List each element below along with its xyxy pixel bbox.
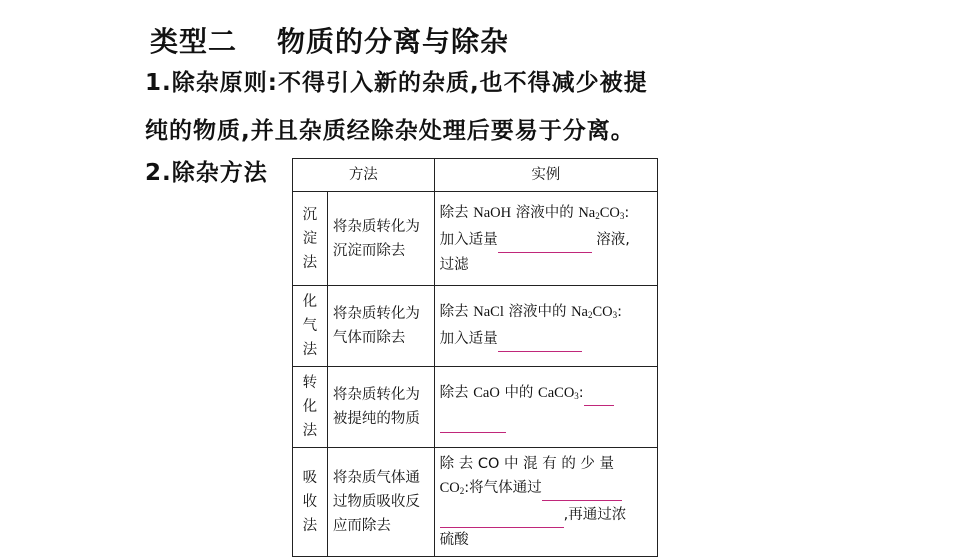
table-row [293,286,658,367]
section-title-number: 类型二 [150,25,238,58]
principle-line-2: 纯的物质,并且杂质经除杂处理后要易于分离。 [145,118,635,144]
method-example: 除去 NaOH 溶液中的 $Na_2CO_3$: 加入适量 溶液, 过滤 [434,192,657,286]
answer-blank[interactable] [498,228,592,253]
answer-blank[interactable] [542,476,622,501]
method-description: 将杂质气体通过物质吸收反应而除去 [327,448,434,557]
principle-line-1: 1.除杂原则:不得引入新的杂质,也不得减少被提 [145,70,648,96]
table-row [293,448,658,557]
method-description: 将杂质转化为沉淀而除去 [327,192,434,286]
method-example: 除 去 CO 中 混 有 的 少 量 $CO_2$:将气体通过 ,再通过浓 硫酸 [434,448,657,557]
method-example: 除去 CaO 中的 CaCO$_3$: [434,367,657,448]
method-description: 将杂质转化为气体而除去 [327,286,434,367]
methods-table [292,158,658,557]
methods-heading: 2.除杂方法 [145,160,268,186]
table-row [293,192,658,286]
answer-blank[interactable] [498,327,582,352]
table-row [293,367,658,448]
table-header-row [293,159,658,192]
method-description: 将杂质转化为被提纯的物质 [327,367,434,448]
header-example: 实例 [434,159,657,192]
answer-blank[interactable] [584,381,614,406]
section-title [150,20,509,60]
method-example: 除去 NaCl 溶液中的 $Na_2CO_3$: 加入适量 [434,286,657,367]
header-method: 方法 [293,159,435,192]
answer-blank[interactable] [440,503,564,528]
section-title-text: 物质的分离与除杂 [277,25,510,58]
method-name: 化气法 [293,286,328,367]
answer-blank[interactable] [440,408,506,433]
method-name: 沉淀法 [293,192,328,286]
method-name: 吸收法 [293,448,328,557]
method-name: 转化法 [293,367,328,448]
